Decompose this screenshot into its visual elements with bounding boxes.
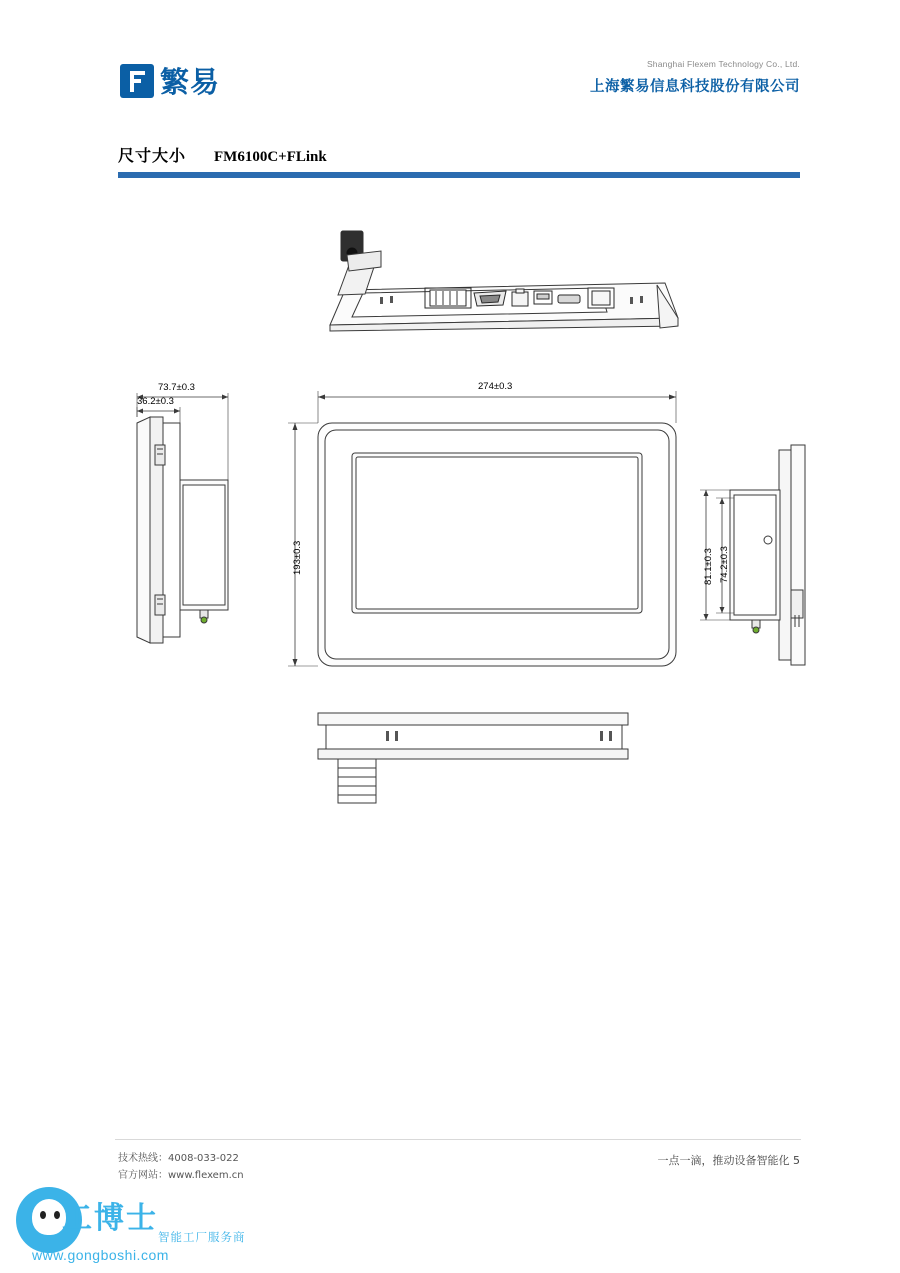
drawing-canvas <box>0 195 900 835</box>
company-name-cn: 上海繁易信息科技股份有限公司 <box>590 79 800 95</box>
page-header <box>110 55 800 115</box>
footer-contact <box>118 1150 244 1184</box>
title-divider <box>118 172 800 178</box>
dimension-label-right-height-inner: 74.2±0.3 <box>719 546 730 583</box>
view-right-side <box>700 445 805 665</box>
dimension-label-front-width: 274±0.3 <box>478 381 513 392</box>
watermark-url: www.gongboshi.com <box>32 1247 169 1263</box>
watermark-eye-left-icon <box>40 1211 46 1219</box>
footer-website: 官方网站：www.flexem.cn <box>118 1170 244 1181</box>
watermark-eye-right-icon <box>54 1211 60 1219</box>
dimension-label-side-bezel-depth: 36.2±0.3 <box>137 396 174 407</box>
page-title <box>118 143 327 166</box>
watermark-face-icon <box>32 1199 66 1235</box>
brand-logo <box>120 60 220 101</box>
view-top-perspective <box>330 231 678 331</box>
footer-hotline: 技术热线：4008-033-022 <box>118 1153 239 1164</box>
view-bottom <box>318 713 628 803</box>
flexem-logo-icon <box>120 64 154 98</box>
page-title-cn: 尺寸大小 <box>118 146 187 165</box>
brand-logo-text: 繁易 <box>160 65 221 99</box>
watermark-subtitle: 智能工厂服务商 <box>158 1230 246 1244</box>
footer-divider <box>115 1139 801 1140</box>
dimension-drawing <box>0 195 900 835</box>
footer-slogan: 一点一滴，推动设备智能化 5 <box>657 1154 800 1167</box>
watermark <box>10 1185 280 1267</box>
dimension-label-side-depth: 73.7±0.3 <box>158 382 195 393</box>
company-name-en: Shanghai Flexem Technology Co., Ltd. <box>646 59 800 69</box>
view-front <box>288 391 676 666</box>
page-title-model: FM6100C+FLink <box>214 149 327 165</box>
company-info <box>590 59 800 96</box>
dimension-label-right-height-outer: 81.1±0.3 <box>703 548 714 585</box>
dimension-label-front-height: 193±0.3 <box>292 540 303 575</box>
view-left-side <box>137 393 228 643</box>
watermark-brand: 工博士 <box>62 1201 158 1236</box>
